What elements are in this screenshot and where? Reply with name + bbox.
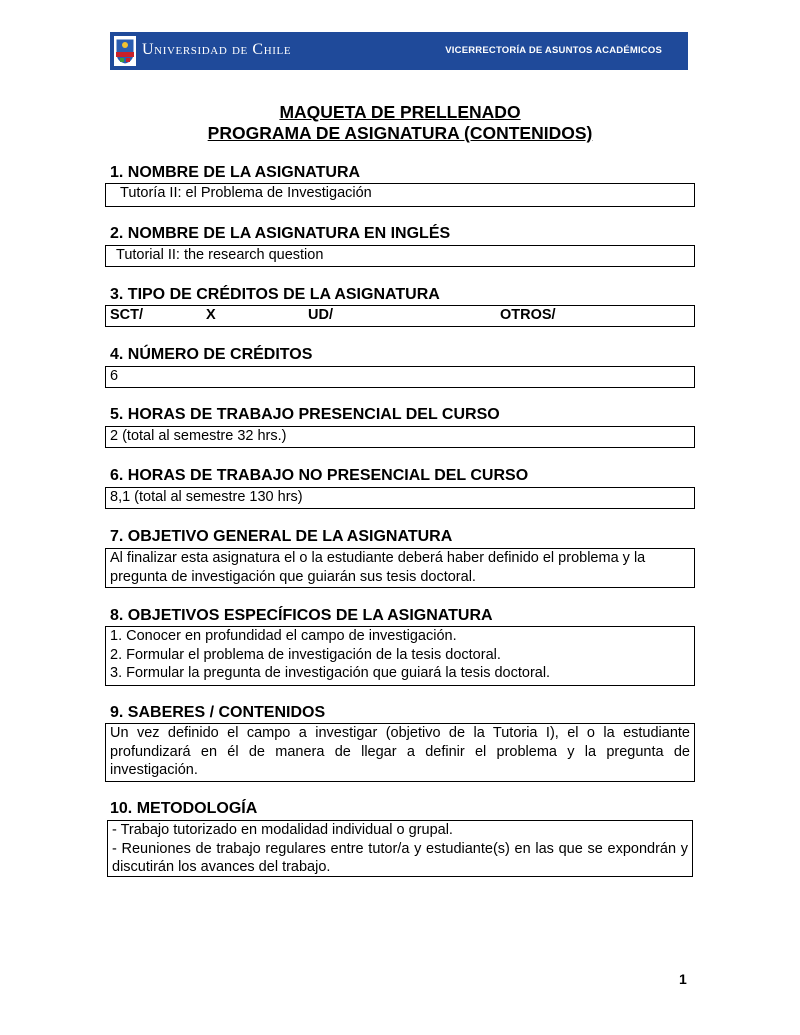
university-name: Universidad de Chile (142, 41, 292, 58)
vicerrectoria-label: VICERRECTORÍA DE ASUNTOS ACADÉMICOS (445, 45, 662, 56)
section-4-heading: 4. NÚMERO DE CRÉDITOS (110, 346, 313, 363)
section-7-box (105, 548, 695, 588)
presential-hours-value: 2 (total al semestre 32 hrs.) (110, 428, 287, 444)
section-10-heading: 10. METODOLOGÍA (110, 800, 258, 817)
section-2-box (105, 245, 695, 267)
specific-objective-2: 2. Formular el problema de investigación de la tesis doctoral. (110, 646, 501, 663)
section-1-heading: 1. NOMBRE DE LA ASIGNATURA (110, 164, 361, 181)
section-6-heading: 6. HORAS DE TRABAJO NO PRESENCIAL DEL CURSO (110, 467, 529, 484)
non-presential-hours-value: 8,1 (total al semestre 130 hrs) (110, 489, 303, 505)
section-3-heading: 3. TIPO DE CRÉDITOS DE LA ASIGNATURA (110, 286, 440, 303)
section-5-heading: 5. HORAS DE TRABAJO PRESENCIAL DEL CURSO (110, 406, 500, 423)
page-number: 1 (679, 971, 687, 987)
section-1-box (105, 183, 695, 207)
section-8-box (105, 626, 695, 686)
section-6-box (105, 487, 695, 509)
section-5-box (105, 426, 695, 448)
credit-type-sct: SCT/ (110, 307, 144, 323)
credit-type-otros: OTROS/ (500, 307, 556, 323)
section-9-box (105, 723, 695, 782)
section-3-box (105, 305, 695, 327)
section-7-heading: 7. OBJETIVO GENERAL DE LA ASIGNATURA (110, 528, 453, 545)
title-line-2: PROGRAMA DE ASIGNATURA (CONTENIDOS) (207, 123, 593, 143)
section-2-heading: 2. NOMBRE DE LA ASIGNATURA EN INGLÉS (110, 225, 451, 242)
subject-name-value: Tutoría II: el Problema de Investigación (120, 185, 372, 201)
credits-number-value: 6 (110, 368, 119, 384)
section-9-heading: 9. SABERES / CONTENIDOS (110, 704, 326, 721)
credit-type-ud: UD/ (308, 307, 333, 323)
document-title (0, 102, 800, 144)
credit-type-mark: X (206, 307, 216, 323)
general-objective-value: Al finalizar esta asignatura el o la estudiante deberá haber definido el problema y la pregunta de investigación que guiarán sus tesis doctoral. (110, 550, 646, 585)
subject-name-english-value: Tutorial II: the research question (116, 247, 324, 263)
methodology-item-2: - Reuniones de trabajo regulares entre tutor/a y estudiante(s) en las que se expondrán y discutirán los avances del trabajo. (112, 840, 688, 875)
specific-objective-3: 3. Formular la pregunta de investigación que guiará la tesis doctoral. (110, 665, 551, 681)
section-4-box (105, 366, 695, 388)
section-10-box (107, 820, 693, 877)
header-banner (110, 32, 688, 70)
university-seal-icon (114, 36, 136, 66)
section-8-heading: 8. OBJETIVOS ESPECÍFICOS DE LA ASIGNATURA (110, 607, 493, 624)
specific-objective-1: 1. Conocer en profundidad el campo de investigación. (110, 628, 457, 644)
methodology-item-1: - Trabajo tutorizado en modalidad individual o grupal. (112, 822, 453, 838)
title-line-1: MAQUETA DE PRELLENADO (279, 102, 521, 122)
contents-value: Un vez definido el campo a investigar (objetivo de la Tutoria I), el o la estudiante profundizará en él de manera de llegar a definir el problema y la pregunta de investigación. (110, 725, 690, 778)
